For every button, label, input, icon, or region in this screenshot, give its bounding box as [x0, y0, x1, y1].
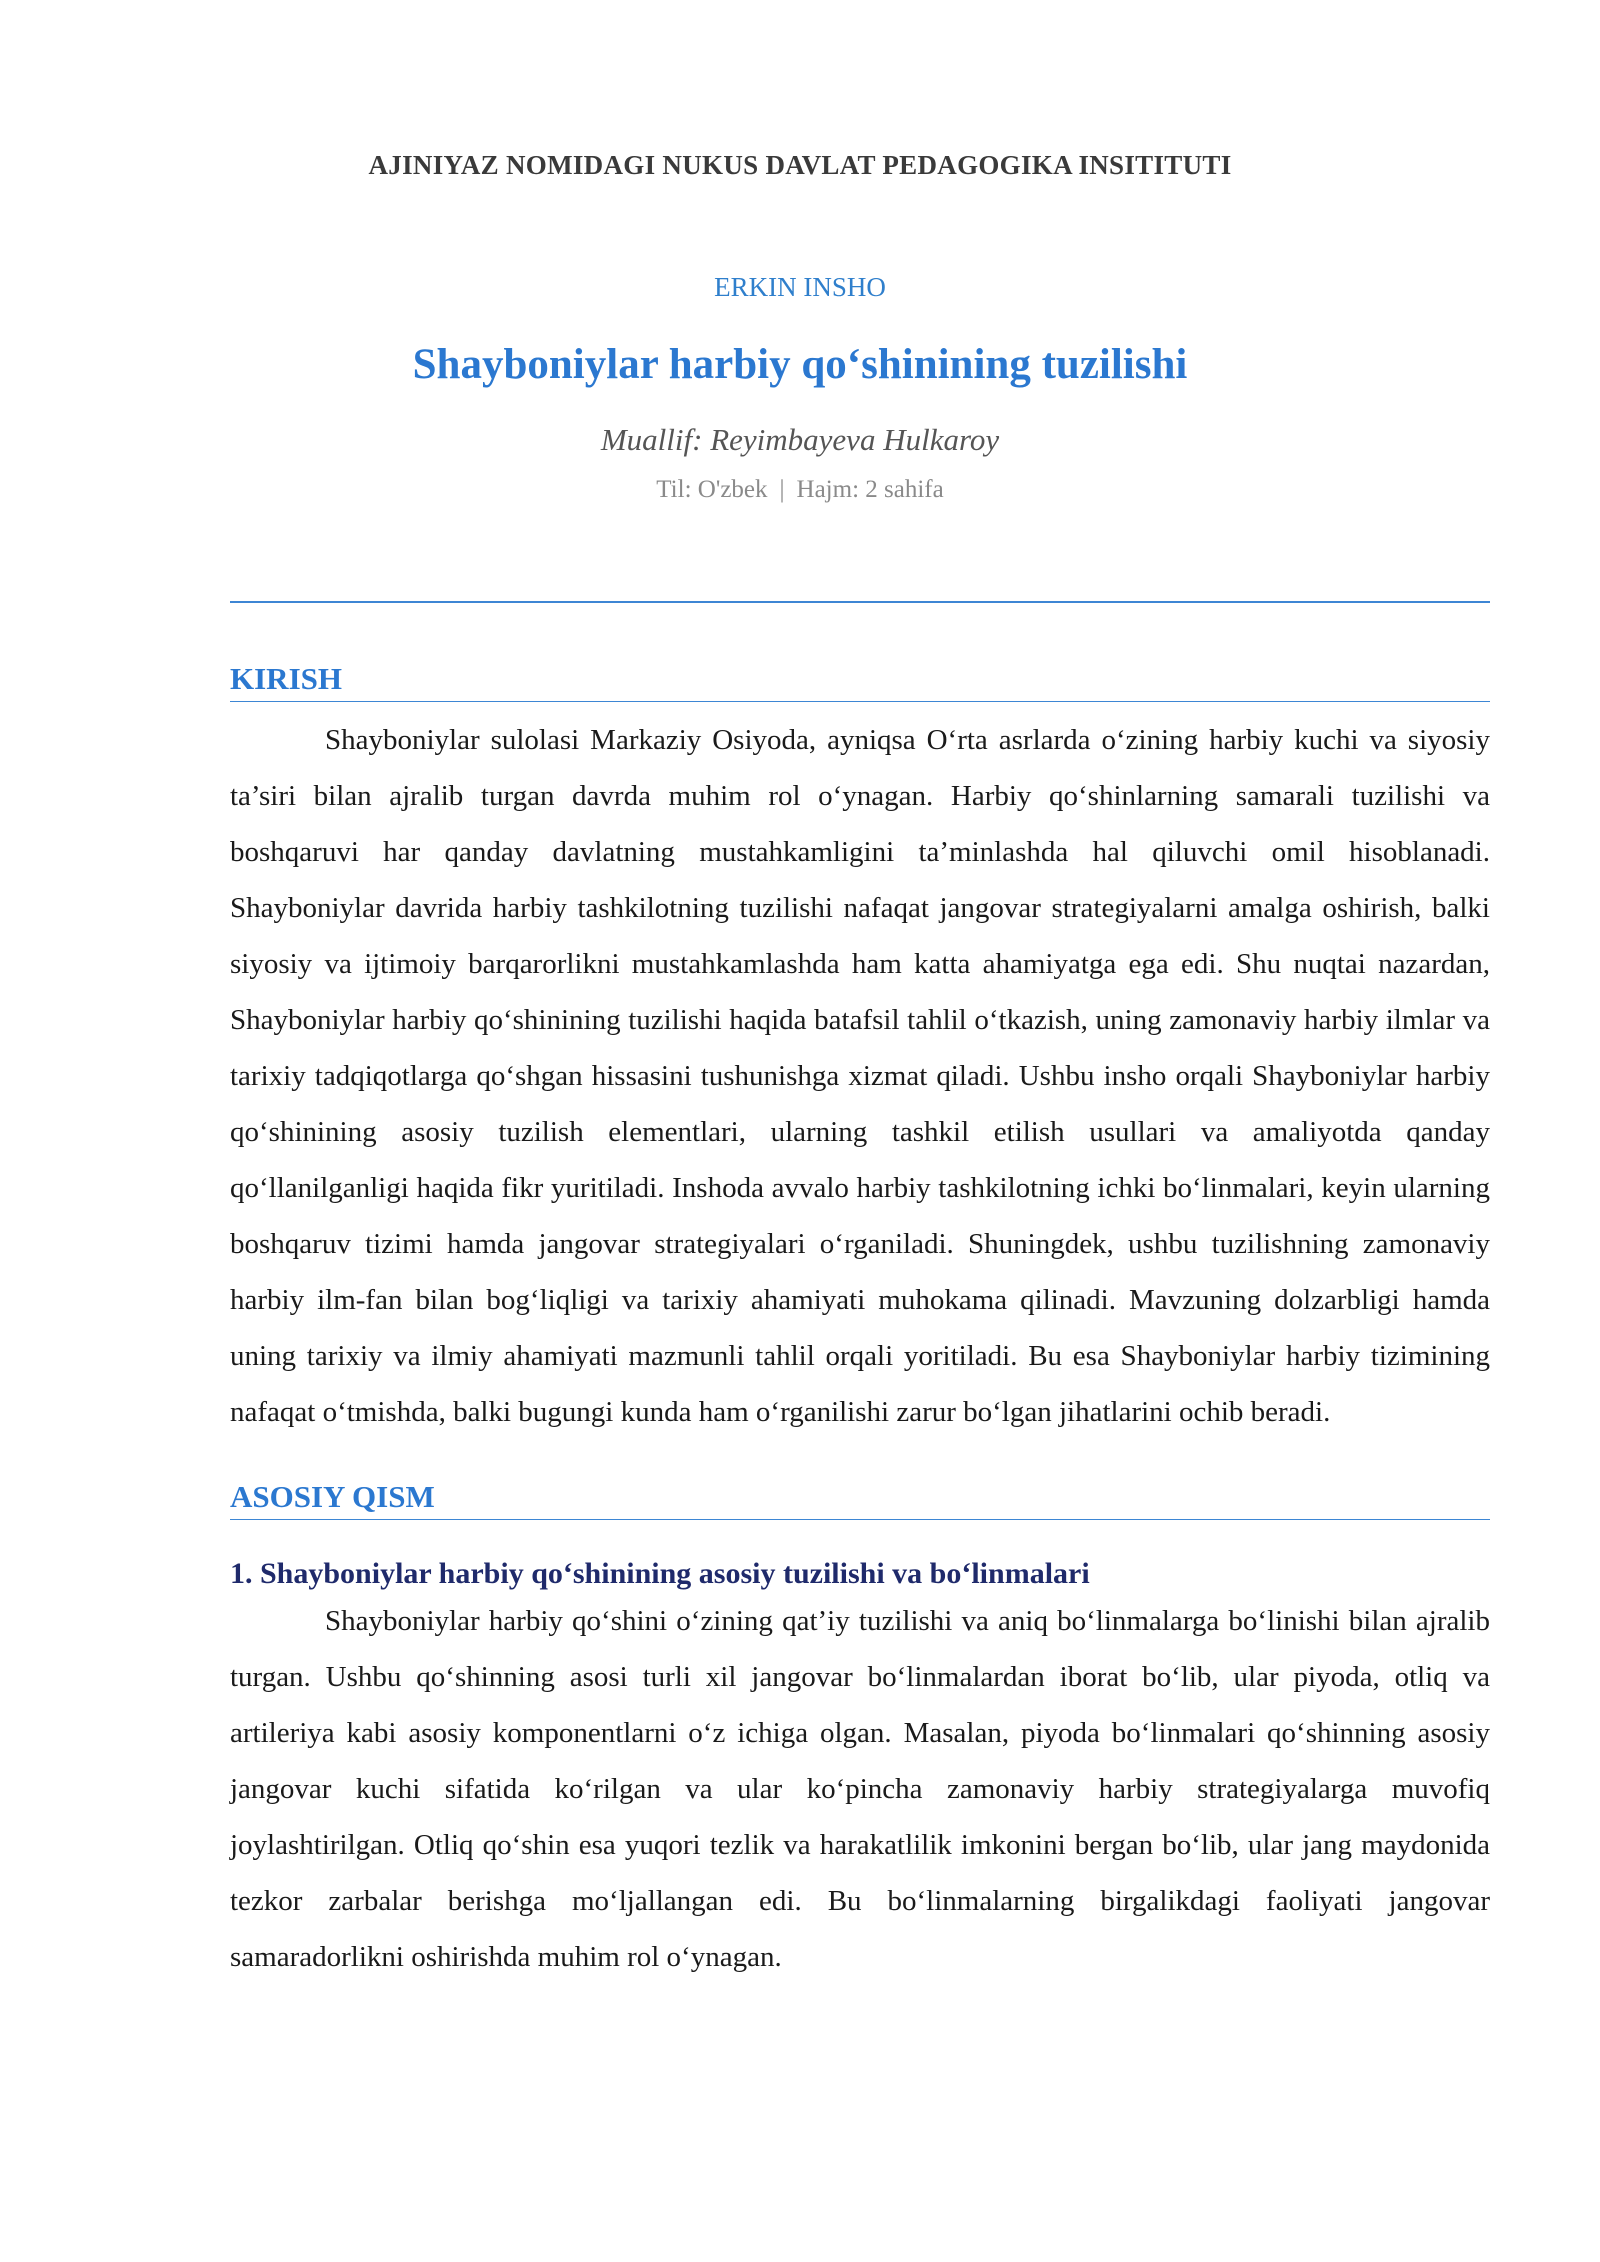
document-meta: [0, 476, 1600, 504]
document-body: [230, 660, 1490, 1985]
subsection-heading-1: 1. Shayboniylar harbiy qo‘shinining asosiy tuzilishi va bo‘linmalari: [230, 1557, 1090, 1591]
author-line: Muallif: Reyimbayeva Hulkaroy: [600, 422, 1000, 457]
section-heading-main: ASOSIY QISM: [230, 1478, 1490, 1520]
subsection-1-paragraph: Shayboniylar harbiy qo‘shini o‘zining qat’iy tuzilishi va aniq bo‘linmalarga bo‘linishi bilan ajralib turgan. Ushbu qo‘shinning asosi turli xil jangovar bo‘linmalardan iborat bo‘lib, ular piyoda, otliq va artileriya kabi asosiy komponentlarni o‘z ichiga olgan. Masalan, piyoda bo‘linmalari qo‘shinning asosiy jangovar kuchi sifatida ko‘rilgan va ular ko‘pincha zamonaviy harbiy strategiyalarga muvofiq joylashtirilgan. Otliq qo‘shin esa yuqori tezlik va harakatlilik imkonini bergan bo‘lib, ular jang maydonida tezkor zarbalar berishga mo‘ljallangan edi. Bu bo‘linmalarning birgalikdagi faoliyati jangovar samaradorlikni oshirishda muhim rol o‘ynagan.: [230, 1605, 1490, 1974]
meta-language: Til: O'zbek: [656, 476, 768, 503]
document-title: Shayboniylar harbiy qo‘shinining tuzilishi: [412, 341, 1188, 388]
intro-paragraph: Shayboniylar sulolasi Markaziy Osiyoda, ayniqsa O‘rta asrlarda o‘zining harbiy kuchi va siyosiy ta’siri bilan ajralib turgan davrda muhim rol o‘ynagan. Harbiy qo‘shinlarning samarali tuzilishi va boshqaruvi har qanday davlatning mustahkamligini ta’minlashda hal qiluvchi omil hisoblanadi. Shayboniylar davrida harbiy tashkilotning tuzilishi nafaqat jangovar strategiyalarni amalga oshirish, balki siyosiy va ijtimoiy barqarorlikni mustahkamlashda ham katta ahamiyatga ega edi. Shu nuqtai nazardan, Shayboniylar harbiy qo‘shinining tuzilishi haqida batafsil tahlil o‘tkazish, uning zamonaviy harbiy ilmlar va tarixiy tadqiqotlarga qo‘shgan hissasini tushunishga xizmat qiladi. Ushbu insho orqali Shayboniylar harbiy qo‘shinining asosiy tuzilish elementlari, ularning tashkil etilish usullari va amaliyotda qanday qo‘llanilganligi haqida fikr yuritiladi. Inshoda avvalo harbiy tashkilotning ichki bo‘linmalari, keyin ularning boshqaruv tizimi hamda jangovar strategiyalari o‘rganiladi. Shuningdek, ushbu tuzilishning zamonaviy harbiy ilm-fan bilan bog‘liqligi va tarixiy ahamiyati muhokama qilinadi. Mavzuning dolzarbligi hamda uning tarixiy va ilmiy ahamiyati mazmunli tahlil orqali yoritiladi. Bu esa Shayboniylar harbiy tizimining nafaqat o‘tmishda, balki bugungi kunda ham o‘rganilishi zarur bo‘lgan jihatlarini ochib beradi.: [230, 724, 1490, 1429]
meta-separator: |: [779, 476, 785, 503]
title-divider: [230, 601, 1490, 603]
section-heading-intro: KIRISH: [230, 660, 1490, 702]
meta-volume: Hajm: 2 sahifa: [796, 476, 944, 503]
institute-name: AJINIYAZ NOMIDAGI NUKUS DAVLAT PEDAGOGIKA INSITITUTI: [368, 150, 1232, 180]
document-type: ERKIN INSHO: [714, 272, 886, 302]
